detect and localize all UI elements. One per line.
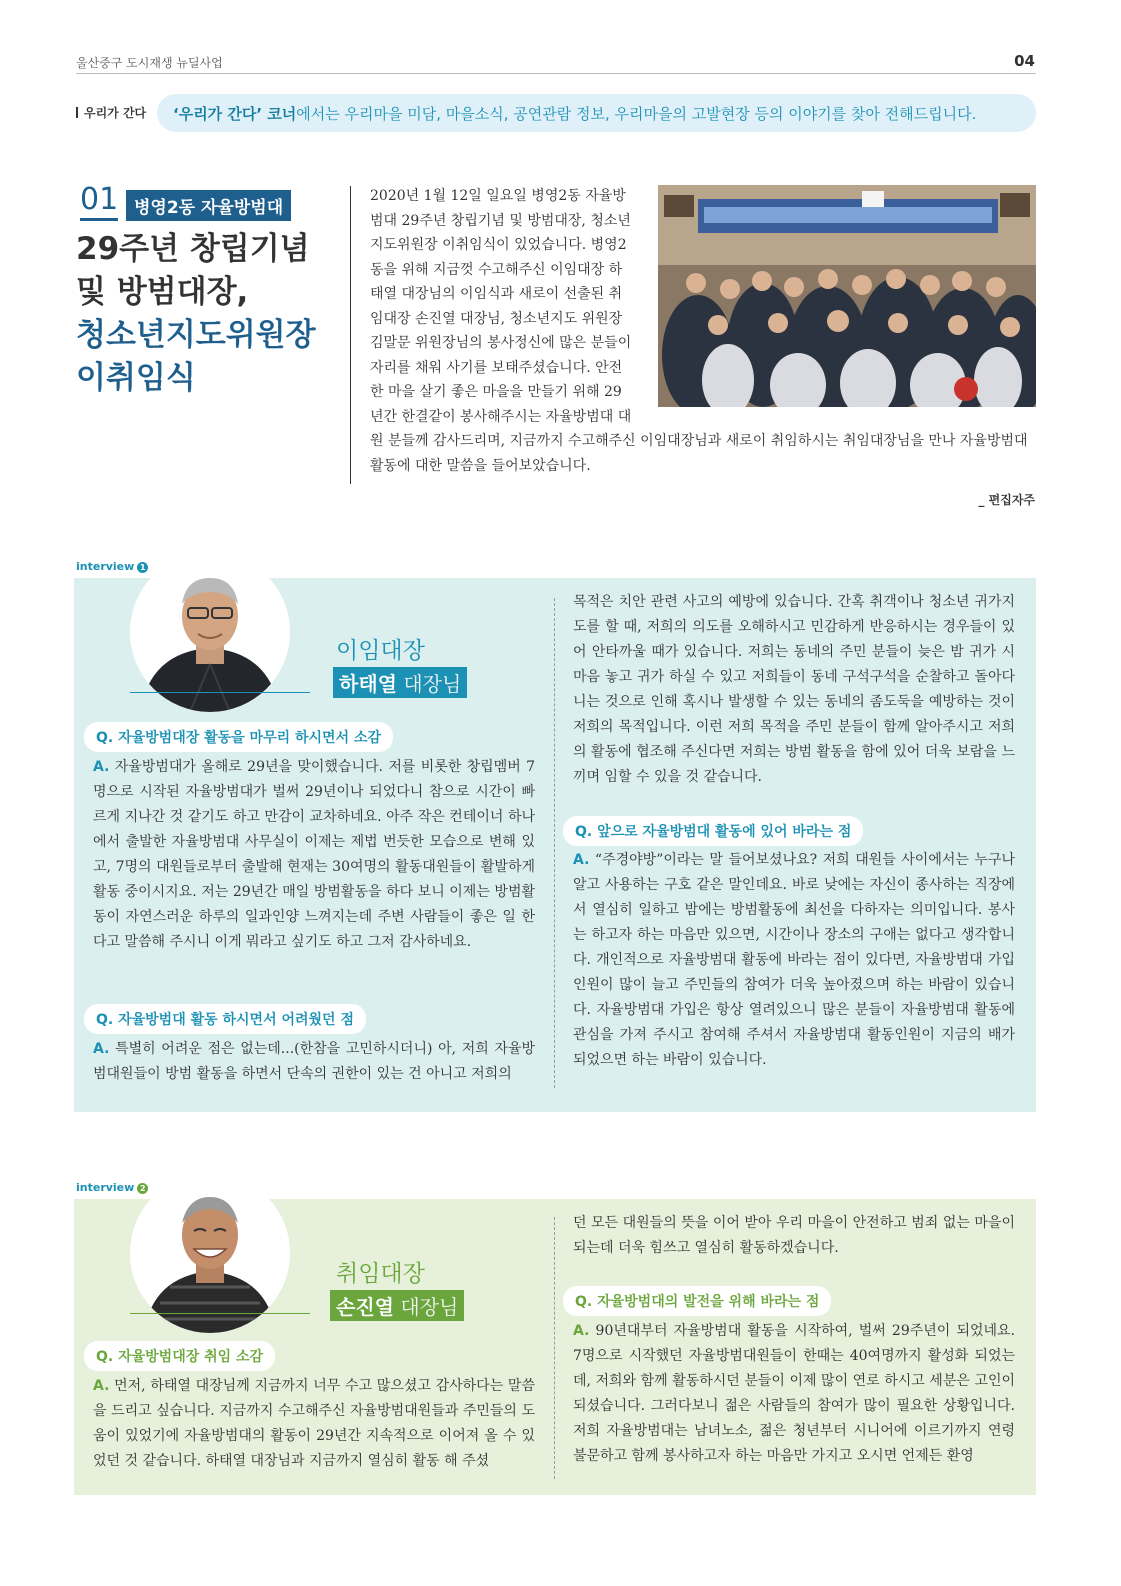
portrait-man-2 <box>130 1173 290 1333</box>
interview-1-question-1: Q. 자율방범대장 활동을 마무리 하시면서 소감 <box>84 722 393 752</box>
interview-1-role: 이임대장 <box>336 638 425 664</box>
group-photo <box>658 185 1036 407</box>
interview-2-underline <box>130 1313 310 1314</box>
interview-2-name: 손진열 <box>336 1295 394 1319</box>
section-label: 우리가 간다 <box>76 104 146 121</box>
title-line-1: 29주년 창립기념 <box>76 231 310 267</box>
interview-2-role: 취임대장 <box>336 1261 425 1287</box>
column-divider <box>554 1217 555 1479</box>
interview-1-title: 대장님 <box>396 672 462 696</box>
answer-1-text: 먼저, 하태열 대장님께 지금까지 너무 수고 많으셨고 감사하다는 말씀을 드리고 싶습니다. 지금까지 수고해주신 자율방범대원들과 주민들의 도움이 있었기에 자율방범대의 활동이 29년간 지속적으로 이어져 올 수 있었던 것 같습니다. 하태열 대장님과 지금까지 열심히 활동 해 주셨 <box>93 1378 535 1469</box>
banner-text: 에서는 우리마을 미담, 마을소식, 공연관람 정보, 우리마을의 고발현장 등의 이야기를 찾아 전해드립니다. <box>296 105 977 123</box>
interview-1-panel <box>74 578 1036 1112</box>
article-number: 01 <box>80 184 118 221</box>
answer-3-text: “주경야방”이라는 말 들어보셨나요? 저희 대원들 사이에서는 누구나 알고 사용하는 구호 같은 말인데요. 바로 낮에는 자신이 종사하는 직장에서 열심히 일하고 밤에는 방범활동에 최선을 다하자는 의미입니다. 봉사는 하고자 하는 마음만 있으면, 시간이나 장소의 구애는 없다고 생각합니다. 개인적으로 자율방범대 활동에 바라는 점이 있다면, 자율방범대 가입인원이 많이 늘고 주민들의 참여가 더욱 높아졌으며 하는 바람이 있습니다. 자율방범대 가입은 항상 열려있으니 많은 분들이 자율방범대 활동에 관심을 가져 주시고 참여해 주셔서 자율방범대 활동인원이 지금의 배가 되었으면 하는 바람이 있습니다. <box>573 852 1015 1068</box>
interview-2-answer-2 <box>573 1319 1015 1469</box>
interview-2-question-2: Q. 자율방범대의 발전을 위해 바라는 점 <box>563 1286 831 1316</box>
interview-2-label <box>76 1181 148 1194</box>
answer-mark: A. <box>93 1041 110 1057</box>
answer-2-text: 특별히 어려운 점은 없는데...(한참을 고민하시더니) 아, 저희 자율방범대원들이 방범 활동을 하면서 단속의 권한이 있는 건 아니고 저희의 <box>93 1041 535 1082</box>
section-banner <box>157 94 1036 132</box>
banner-highlight: ‘우리가 간다’ 코너 <box>173 105 297 123</box>
article-intro <box>370 184 1036 478</box>
interview-1-name: 하태열 <box>339 672 397 696</box>
interview-2-name-tag <box>330 1290 464 1321</box>
column-divider <box>554 598 555 1088</box>
article-tag: 병영2동 자율방범대 <box>126 190 291 221</box>
interview-1-answer-2-continued: 목적은 치안 관련 사고의 예방에 있습니다. 간혹 취객이나 청소년 귀가지도를 할 때, 저희의 의도를 오해하시고 민감하게 반응하시는 경우들이 있어 안타까울 때가 있습니다. 저희는 동네의 주민 분들이 늦은 밤 귀가 시 마음 놓고 귀가 하실 수 있고 저희들이 동네 구석구석을 순찰하고 돌아다니는 것으로 인해 혹시나 발생할 수 있는 동네의 좀도둑을 예방하는 것이 저희의 목적입니다. 이런 저희 목적을 주민 분들이 함께 알아주시고 저희의 활동에 협조해 주신다면 저희는 방범 활동을 함에 있어 더욱 보람을 느끼며 임할 수 있을 것 같습니다. <box>573 594 1015 785</box>
answer-mark: A. <box>93 759 110 775</box>
interview-1-label <box>76 560 148 573</box>
interview-1-portrait <box>130 552 290 712</box>
answer-mark: A. <box>93 1378 110 1394</box>
answer-mark: A. <box>573 1323 590 1339</box>
title-line-2: 및 방범대장, <box>76 274 249 310</box>
interview-1-answer-1 <box>93 755 535 955</box>
interview-2-portrait <box>130 1173 290 1333</box>
page-number: 04 <box>1014 52 1035 70</box>
title-line-3: 청소년지도위원장 <box>76 317 316 353</box>
interview-1-answer-3 <box>573 848 1015 1073</box>
interview-1-underline <box>130 692 310 693</box>
interview-2-label-text: interview <box>76 1181 135 1194</box>
interview-1-badge: 1 <box>137 562 148 573</box>
interview-1-label-text: interview <box>76 560 135 573</box>
editor-note: _ 편집자주 <box>978 493 1035 507</box>
interview-2-answer-1-continued: 던 모든 대원들의 뜻을 이어 받아 우리 마을이 안전하고 범죄 없는 마을이 되는데 더욱 힘쓰고 열심히 활동하겠습니다. <box>573 1215 1015 1256</box>
interview-2-panel <box>74 1199 1036 1495</box>
interview-1-question-2: Q. 자율방범대 활동 하시면서 어려웠던 점 <box>84 1004 366 1034</box>
title-line-4: 이취임식 <box>76 360 196 396</box>
article-title <box>76 228 346 400</box>
intro-text: 2020년 1월 12일 일요일 병영2동 자율방범대 29주년 창립기념 및 방범대장, 청소년지도위원장 이취임식이 있었습니다. 병영2동을 위해 지금껏 수고해주신 이임대장 하태열 대장님의 이임식과 새로이 선출된 취임대장 손진열 대장님, 청소년지도 위원장 김말문 위원장님의 봉사정신에 많은 분들이 자리를 채워 사기를 보태주셨습니다. 안전한 마을 살기 좋은 마을을 만들기 위해 29년간 한결같이 봉사해주시는 자율방범대 대원 분들께 감사드리며, 지금까지 수고해주신 이임대장님과 새로이 취임하시는 취임대장님을 만나 자율방범대 활동에 대한 말씀을 들어보았습니다. <box>370 188 1028 474</box>
interview-1-answer-2 <box>93 1037 535 1087</box>
header-divider <box>76 73 1036 74</box>
answer-mark: A. <box>573 852 590 868</box>
interview-2-badge: 2 <box>137 1183 148 1194</box>
interview-2-question-1: Q. 자율방범대장 취임 소감 <box>84 1341 275 1371</box>
portrait-man-1 <box>130 552 290 712</box>
answer-1-text: 자율방범대가 올해로 29년을 맞이했습니다. 저를 비롯한 창립멤버 7명으로 시작된 자율방범대가 벌써 29년이나 되었다니 참으로 시간이 빠르게 지나간 것 같기도 하고 만감이 교차하네요. 아주 작은 컨테이너 하나에서 출발한 자율방범대 사무실이 이제는 제법 번듯한 모습으로 변해 있고, 7명의 대원들로부터 출발해 현재는 30여명의 활동대원들이 활발하게 활동 중이시지요. 저는 29년간 매일 방범활동을 하다 보니 이제는 방범활동이 자연스러운 하루의 일과인양 느껴지는데 주변 사람들이 좋은 일 한다고 말씀해 주시니 이게 뭐라고 싶기도 하고 그저 감사하네요. <box>93 759 535 950</box>
intro-divider <box>350 186 351 484</box>
interview-1-question-3: Q. 앞으로 자율방범대 활동에 있어 바라는 점 <box>563 816 863 846</box>
publication-name: 울산중구 도시재생 뉴딜사업 <box>76 56 223 70</box>
interview-1-name-tag <box>333 667 467 698</box>
answer-2-text: 90년대부터 자율방범대 활동을 시작하여, 벌써 29주년이 되었네요. 7명으로 시작했던 자율방범대원들이 한때는 40여명까지 활성화 되었는데, 저희와 함께 활동하시던 분들이 이제 많이 연로 하시고 세분은 고인이 되셨습니다. 그러다보니 젊은 사람들의 참여가 많이 필요한 상황입니다. 저희 자율방범대는 남녀노소, 젊은 청년부터 시니어에 이르기까지 연령 불문하고 함께 봉사하고자 하는 마음만 가지고 오시면 언제든 환영 <box>573 1323 1015 1464</box>
interview-2-answer-1 <box>93 1374 535 1474</box>
interview-2-title: 대장님 <box>393 1295 459 1319</box>
